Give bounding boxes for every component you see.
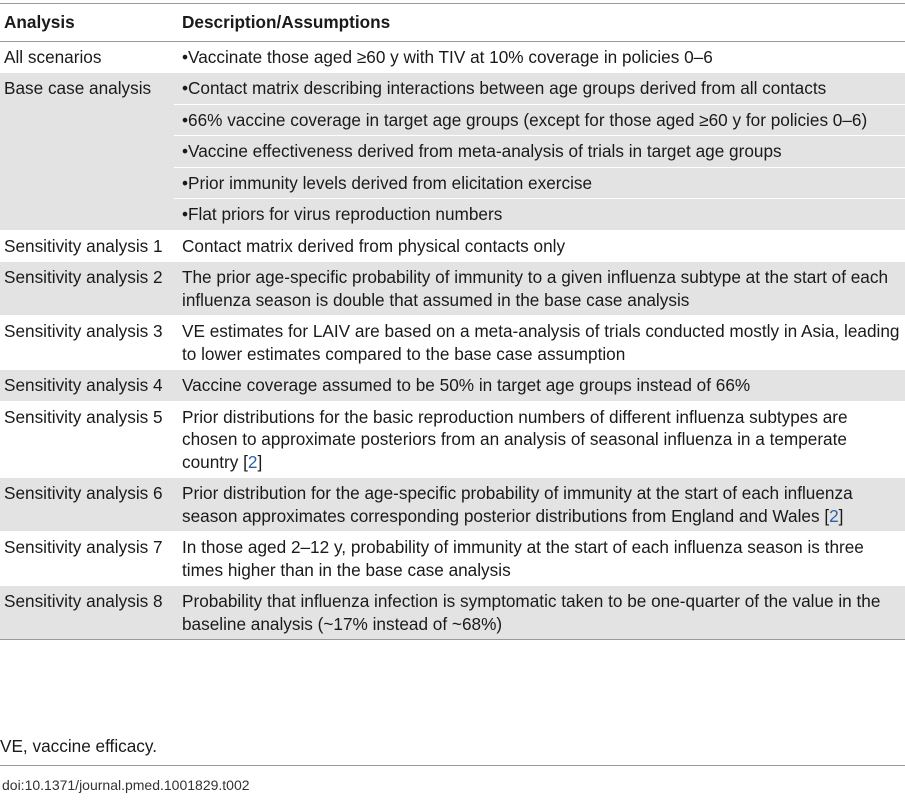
cell-analysis: Sensitivity analysis 7 — [0, 532, 174, 586]
cell-analysis: All scenarios — [0, 41, 174, 73]
header-row — [0, 4, 905, 41]
table-row — [0, 478, 905, 532]
table-row — [0, 41, 905, 73]
cell-description: The prior age-specific probability of immunity to a given influenza subtype at the start of each influenza season is double that assumed in the base case analysis — [174, 262, 905, 316]
cell-description: •Vaccine effectiveness derived from meta-analysis of trials in target age groups — [174, 136, 905, 168]
cell-analysis: Sensitivity analysis 1 — [0, 230, 174, 262]
table-row — [0, 401, 905, 478]
cell-analysis: Sensitivity analysis 8 — [0, 586, 174, 640]
cell-description: •Vaccinate those aged ≥60 y with TIV at 10% coverage in policies 0–6 — [174, 41, 905, 73]
cell-description — [174, 478, 905, 532]
description-text: Prior distributions for the basic reproduction numbers of different influenza subtypes are chosen to approximate posteriors from an analysis of seasonal influenza in a temperate country [ — [182, 406, 848, 472]
cell-analysis: Sensitivity analysis 2 — [0, 262, 174, 316]
cell-description: Probability that influenza infection is symptomatic taken to be one-quarter of the value in the baseline analysis (~17% instead of ~68%) — [174, 586, 905, 640]
citation-link[interactable]: 2 — [829, 505, 839, 526]
cell-description: •Prior immunity levels derived from elicitation exercise — [174, 167, 905, 199]
header-analysis: Analysis — [0, 4, 174, 41]
table-row — [0, 262, 905, 316]
doi-label: doi:10.1371/journal.pmed.1001829.t002 — [2, 777, 250, 793]
cell-description: •Contact matrix describing interactions between age groups derived from all contacts — [174, 73, 905, 105]
cell-description: In those aged 2–12 y, probability of immunity at the start of each influenza season is three times higher than in the base case analysis — [174, 532, 905, 586]
cell-description: •Flat priors for virus reproduction numbers — [174, 199, 905, 231]
description-text-end: ] — [257, 451, 263, 472]
table-row — [0, 532, 905, 586]
cell-description: VE estimates for LAIV are based on a meta-analysis of trials conducted mostly in Asia, leading to lower estimates compared to the base case assumption — [174, 316, 905, 370]
description-text-end: ] — [838, 505, 844, 526]
cell-description — [174, 401, 905, 478]
cell-analysis: Sensitivity analysis 4 — [0, 370, 174, 402]
table-row — [0, 230, 905, 262]
description-text: Prior distribution for the age-specific probability of immunity at the start of each influenza season approximates corresponding posterior distributions from England and Wales [ — [182, 483, 853, 526]
cell-analysis: Sensitivity analysis 6 — [0, 478, 174, 532]
cell-analysis: Base case analysis — [0, 73, 174, 231]
table-row — [0, 586, 905, 640]
table-row — [0, 370, 905, 402]
cell-description: Vaccine coverage assumed to be 50% in target age groups instead of 66% — [174, 370, 905, 402]
cell-description: Contact matrix derived from physical contacts only — [174, 230, 905, 262]
cell-analysis: Sensitivity analysis 3 — [0, 316, 174, 370]
header-description: Description/Assumptions — [174, 4, 905, 41]
table-row — [0, 316, 905, 370]
doi-rule — [0, 765, 905, 766]
cell-description: •66% vaccine coverage in target age groups (except for those aged ≥60 y for policies 0–6) — [174, 104, 905, 136]
citation-link[interactable]: 2 — [247, 451, 258, 472]
assumptions-table — [0, 4, 905, 640]
table-row — [0, 73, 905, 105]
table-footnote: VE, vaccine efficacy. — [0, 736, 157, 756]
cell-analysis: Sensitivity analysis 5 — [0, 401, 174, 478]
